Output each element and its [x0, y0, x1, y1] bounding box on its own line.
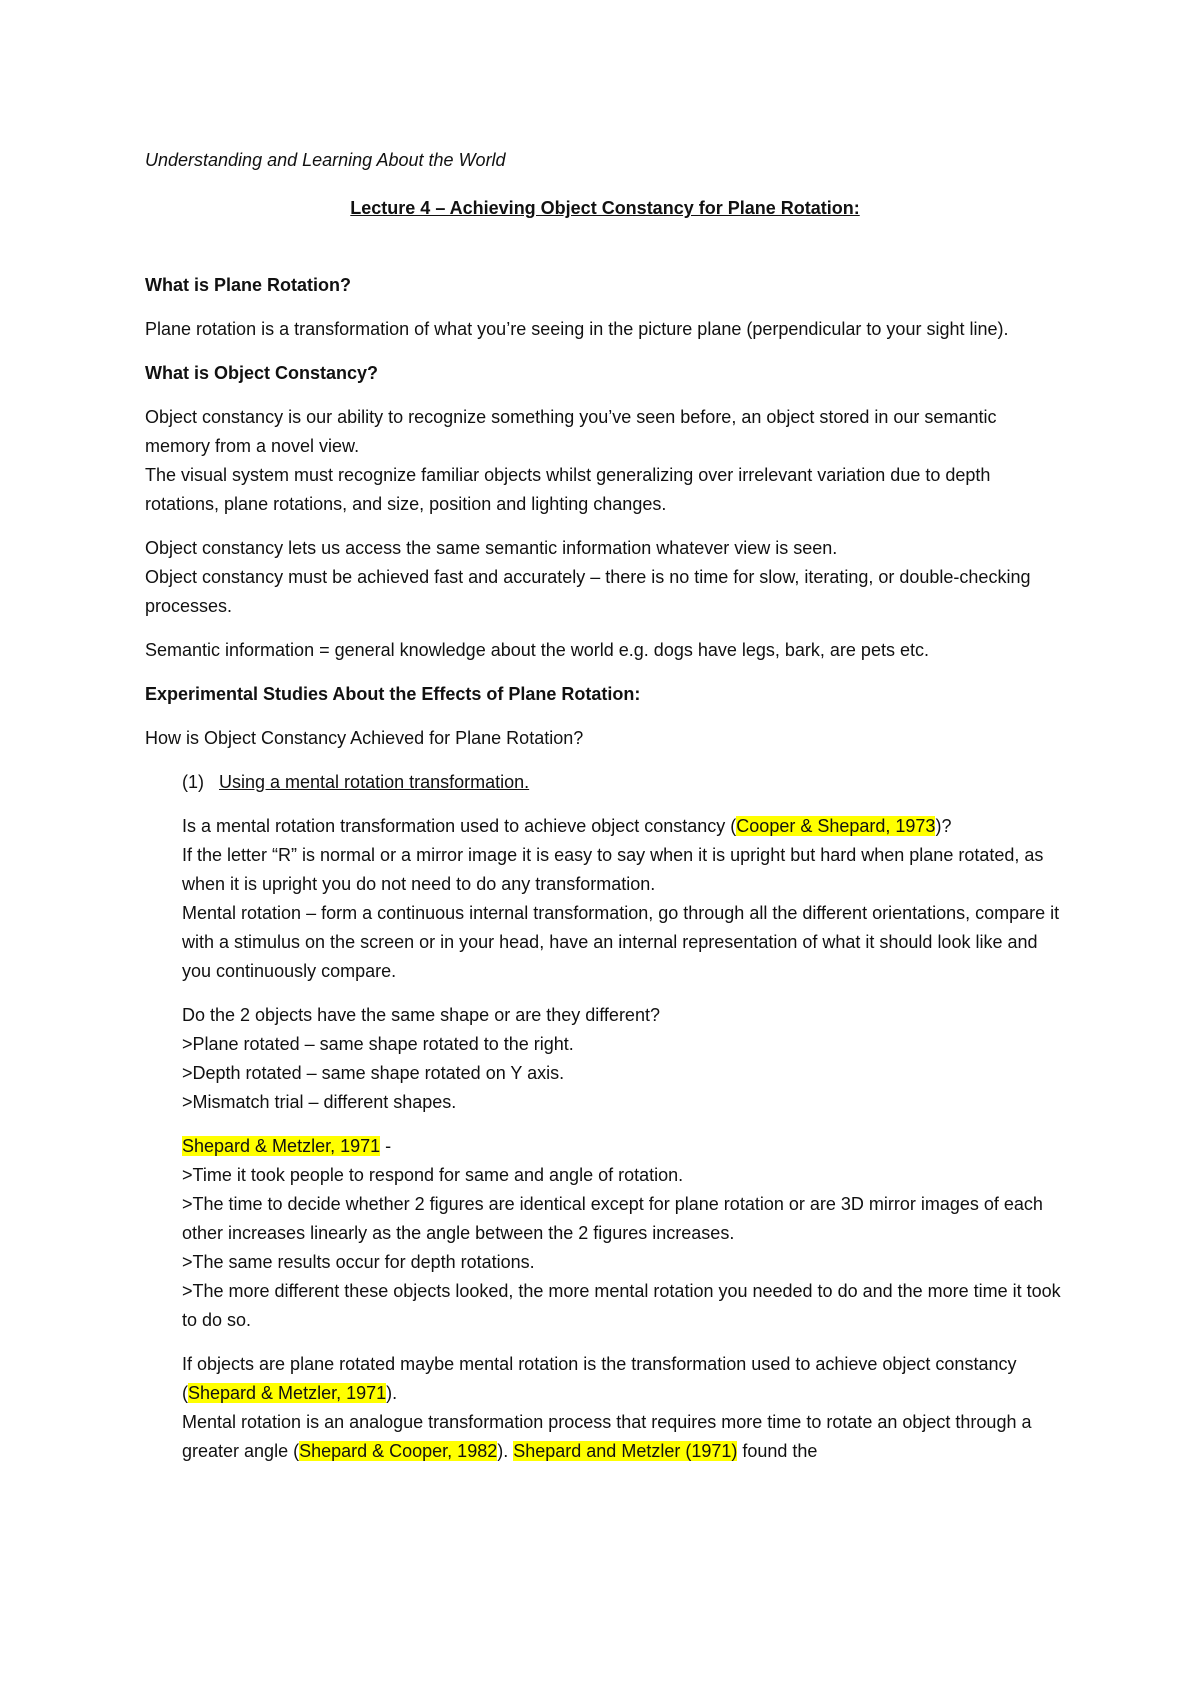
text-run: Is a mental rotation transformation used to achieve object constancy ( [182, 816, 737, 836]
question-line: How is Object Constancy Achieved for Plane Rotation? [145, 728, 584, 748]
citation-shepard-cooper: Shepard & Cooper, 1982 [299, 1441, 498, 1461]
text-run: found the [737, 1441, 818, 1461]
bullet-depth-rotated: >Depth rotated – same shape rotated on Y axis. [182, 1063, 565, 1083]
citation-cooper-shepard: Cooper & Shepard, 1973 [736, 816, 936, 836]
sm-point-2: >The time to decide whether 2 figures are identical except for plane rotation or are 3D mirror images of each other increases linearly as the angle between the 2 figures increases. [182, 1194, 1043, 1243]
document-body [145, 146, 1065, 1466]
text-run: )? [935, 816, 952, 836]
citation-shepard-metzler-3: Shepard and Metzler (1971) [513, 1441, 738, 1461]
plane-rotation-definition: Plane rotation is a transformation of what you’re seeing in the picture plane (perpendicular to your sight line). [145, 319, 1009, 339]
item-text: Using a mental rotation transformation. [219, 772, 530, 792]
mental-rotation-definition: Mental rotation – form a continuous internal transformation, go through all the different orientations, compare it with a stimulus on the screen or in your head, have an internal representation of what it should look like and you continuously compare. [182, 903, 1060, 981]
text-run: Mental rotation is an analogue transformation process that requires more time to rotate an object through a greater angle ( [182, 1412, 1032, 1461]
citation-shepard-metzler: Shepard & Metzler, 1971 [182, 1136, 381, 1156]
sm-point-1: >Time it took people to respond for same and angle of rotation. [182, 1165, 684, 1185]
letter-r-line: If the letter “R” is normal or a mirror image it is easy to say when it is upright but hard when plane rotated, as when it is upright you do not need to do any transformation. [182, 845, 1044, 894]
semantic-access-line: Object constancy lets us access the same semantic information whatever view is seen. [145, 538, 838, 558]
heading-plane-rotation: What is Plane Rotation? [145, 275, 352, 295]
course-title: Understanding and Learning About the World [145, 150, 506, 170]
bullet-mismatch: >Mismatch trial – different shapes. [182, 1092, 457, 1112]
mental-rotation-question [182, 812, 1065, 841]
text-run: If objects are plane rotated maybe mental rotation is the transformation used to achieve object constancy ( [182, 1354, 1017, 1403]
heading-object-constancy: What is Object Constancy? [145, 363, 379, 383]
shepard-metzler-heading [182, 1132, 1065, 1161]
text-run: - [380, 1136, 392, 1156]
sm-point-3: >The same results occur for depth rotations. [182, 1252, 535, 1272]
analogue-transformation-line [182, 1408, 1065, 1466]
text-run: ). [386, 1383, 398, 1403]
objects-question: Do the 2 objects have the same shape or are they different? [182, 1005, 660, 1025]
numbered-item-1 [182, 768, 1065, 797]
sm-point-4: >The more different these objects looked, the more mental rotation you needed to do and the more time it took to do so. [182, 1281, 1061, 1330]
citation-shepard-metzler-2: Shepard & Metzler, 1971 [188, 1383, 387, 1403]
semantic-information-definition: Semantic information = general knowledge about the world e.g. dogs have legs, bark, are pets etc. [145, 640, 929, 660]
item-number: (1) [182, 772, 204, 792]
heading-experimental-studies: Experimental Studies About the Effects of Plane Rotation: [145, 684, 641, 704]
lecture-title: Lecture 4 – Achieving Object Constancy for Plane Rotation: [350, 198, 860, 218]
if-plane-rotated-line [182, 1350, 1065, 1408]
fast-accurate-line: Object constancy must be achieved fast and accurately – there is no time for slow, iterating, or double-checking processes. [145, 567, 1031, 616]
bullet-plane-rotated: >Plane rotated – same shape rotated to the right. [182, 1034, 574, 1054]
object-constancy-definition: Object constancy is our ability to recognize something you’ve seen before, an object stored in our semantic memory from a novel view. [145, 407, 997, 456]
text-run: ). [497, 1441, 514, 1461]
visual-system-paragraph: The visual system must recognize familiar objects whilst generalizing over irrelevant variation due to depth rotations, plane rotations, and size, position and lighting changes. [145, 465, 991, 514]
